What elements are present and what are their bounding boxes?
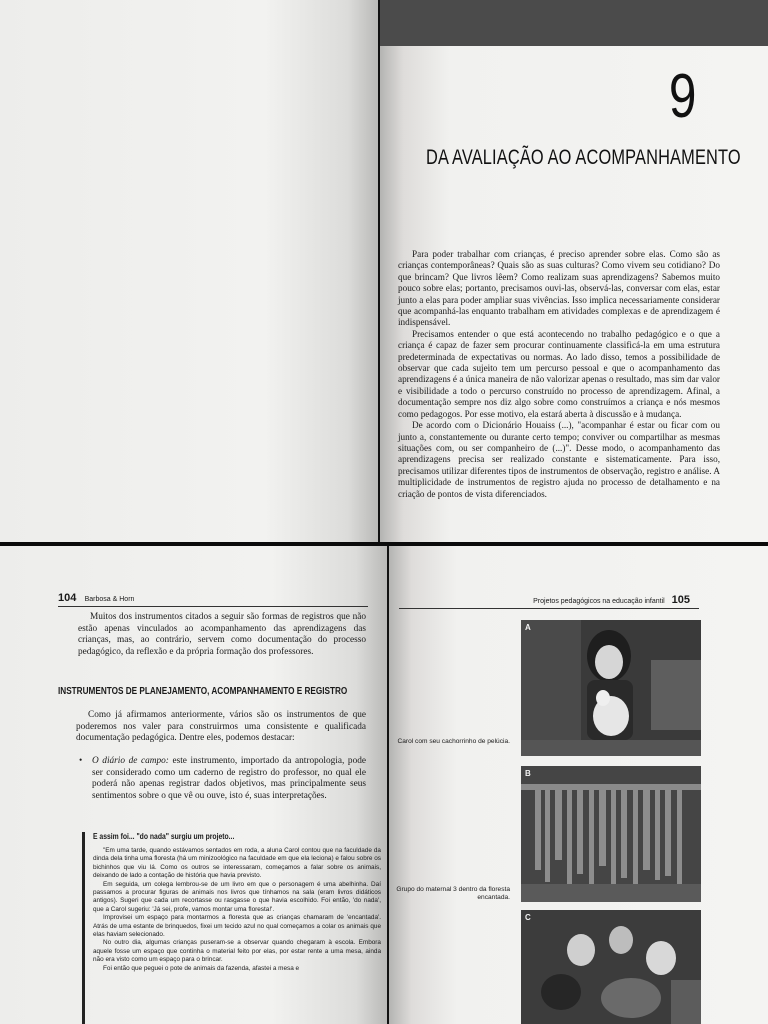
section-heading: INSTRUMENTOS DE PLANEJAMENTO, ACOMPANHAMENTO E REGISTRO [58, 686, 348, 697]
list-item [76, 756, 366, 802]
box-body [93, 847, 381, 973]
page-105 [389, 546, 768, 1024]
intro-paragraph: De acordo com o Dicionário Houaiss (...), "acompanhar é estar ou ficar com ou junto a, constantemente ou durante certo tempo; conviver ou compartilhar as mesmas situações com, ou ser companheiro de (...)". Desse modo, o acompanhamento das aprendizagens precisa ser realizado constante e sistematicamente. Para isso, precisamos utilizar diferentes tipos de instrumentos de observação, registro e análise. A multiplicidade de instrumentos de registro ajuda no processo de detalhamento e na criação de pontos de vista diferenciados. [398, 420, 720, 499]
header-rule [399, 608, 699, 609]
blank-left-page [0, 0, 378, 542]
photo-caption: Grupo do maternal 3 dentro da floresta encantada. [396, 886, 510, 902]
box-paragraph: No outro dia, algumas crianças puseram-se a observar quando chegaram à escola. Embora aquele fosse um espaço que continha o material feito por elas, por estar rente a uma mesa, ainda não era visto como um espaço para o brincar. [93, 939, 381, 964]
photo-letter: A [525, 623, 531, 632]
box-heading: E assim foi... "do nada" surgiu um projeto... [93, 832, 235, 841]
bullet-text: este instrumento, importado da antropologia, pode ser considerado como um caderno de registro do professor, no qual ele poderá não apenas registrar dados objetivos, mas principalmente seus sentimentos sobre o que vê ou ouve, isto é, suas interpretações. [92, 756, 366, 801]
running-header-left [58, 592, 134, 604]
box-paragraph: Improvisei um espaço para montarmos a floresta que as crianças chamaram de 'encantada'. Atrás de uma estante de brinquedos, fixei um tecido azul no qual começamos a colar os animais que elas haviam selecionado. [93, 914, 381, 939]
box-paragraph: Foi então que peguei o pote de animais da fazenda, afastei a mesa e [103, 964, 300, 972]
page-number: 105 [671, 594, 690, 606]
instrument-list [76, 756, 366, 802]
photo-caption: Carol com seu cachorrinho de pelúcia. [397, 738, 510, 745]
book-title: Projetos pedagógicos na educação infantil [533, 598, 665, 605]
photo-letter: B [525, 769, 531, 778]
intro-paragraph: Para poder trabalhar com crianças, é preciso aprender sobre elas. Como são as crianças contemporâneas? Quais são as suas culturas? Como vivem seu cotidiano? Do que brincam? Que livros lêem? Como realizam suas aprendizagens? Sabemos muito pouco sobre elas; portanto, precisamos ouvi-las, observá-las, conversar com elas, estar junto a elas para poder ampliar suas vivências. Isso implica necessariamente considerar que acompanhá-las enquanto trabalham em atividades complexas e de aprendizagem é indispensável. [398, 249, 720, 328]
body-paragraph: Muitos dos instrumentos citados a seguir são formas de registros que não estão apenas vinculados ao acompanhamento das aprendizagens das crianças, mas, ao contrário, servem como documentação do processo pedagógico, da reflexão e da própria formação dos professores. [78, 612, 366, 657]
photo-a-image [521, 620, 701, 756]
chapter-number: 9 [668, 62, 696, 131]
photo-carol-with-plush-dog [521, 620, 701, 756]
authors: Barbosa & Horn [84, 596, 135, 603]
running-header-right [533, 594, 690, 606]
box-paragraph: Em seguida, um colega lembrou-se de um livro em que o personagem é uma abelhinha. Daí passamos a procurar figuras de animais nos livros que tínhamos na sala (eram livros didáticos antigos). Sugeri que cada um recortasse ou rasgasse o que havia escolhido. Foi então, 'do nada', que a Carol sugeriu: 'Já sei, profe, vamos montar uma floresta!'. [93, 880, 381, 913]
bullet-term: O diário de campo: [92, 756, 169, 766]
photo-b-image [521, 766, 701, 902]
chapter-intro [398, 249, 720, 500]
page-104 [0, 546, 387, 1024]
photo-letter: C [525, 913, 531, 922]
body-paragraph: Como já afirmamos anteriormente, vários são os instrumentos de que poderemos nos valer para construirmos uma consistente e qualificada documentação pedagógica. Dentre eles, podemos destacar: [76, 710, 366, 744]
page-number: 104 [58, 592, 77, 604]
photo-c-image [521, 910, 701, 1024]
header-rule [58, 606, 368, 607]
photo-children-playing [521, 910, 701, 1024]
header-band [380, 0, 768, 46]
chapter-opening-page [380, 0, 768, 542]
intro-paragraph: Precisamos entender o que está acontecendo no trabalho pedagógico e o que a criança é capaz de fazer sem procurar continuamente classificá-la em uma estrutura predeterminada de expectativas ou normas. Ao lado disso, temos a possibilidade de observar que cada sujeito tem um percurso pessoal e que o acompanhamento das aprendizagens é a única maneira de não valorizar apenas o resultado, mas sim dar valor e visibilidade a todo o percurso construído no processo de aprendizagem. Afinal, a documentação sempre nos diz algo sobre como construímos a criança e nós mesmos como pedagogos. Por esse motivo, ela estará aberta à discussão e à mudança. [398, 328, 720, 419]
photo-enchanted-forest [521, 766, 701, 902]
project-story-box [82, 832, 381, 1024]
box-paragraph: "Em uma tarde, quando estávamos sentados em roda, a aluna Carol contou que na faculdade da dinda dela tinha uma floresta (há um minizoológico na faculdade em que ela leciona) e falou sobre os bichinhos que viu lá. Como os outros se interessaram, começamos a falar sobre os animais, deixando de lado a contação de história que havia previsto. [93, 847, 381, 880]
chapter-title: DA AVALIAÇÃO AO ACOMPANHAMENTO [426, 146, 741, 169]
bottom-spread [0, 546, 768, 1024]
